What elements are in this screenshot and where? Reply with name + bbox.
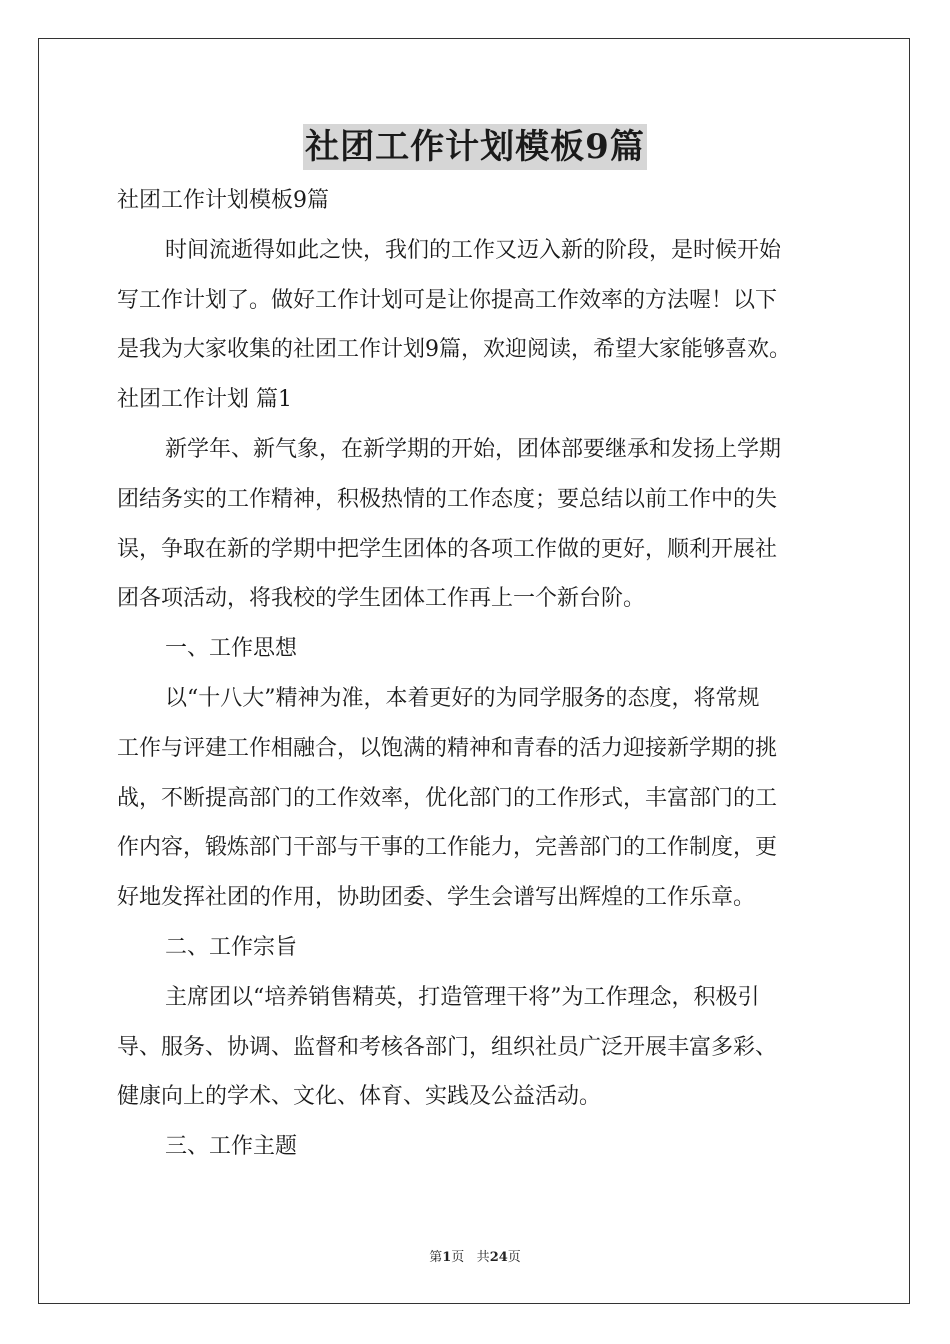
- text-line: 新学年、新气象，在新学期的开始，团体部要继承和发扬上学期: [165, 436, 782, 462]
- text-line: 误，争取在新的学期中把学生团体的各项工作做的更好，顺利开展社: [117, 536, 778, 562]
- text-line: 健康向上的学术、文化、体育、实践及公益活动。: [117, 1084, 602, 1110]
- document-title: 社团工作计划模板9篇: [303, 124, 647, 170]
- text-line: 社团工作计划模板9篇: [117, 188, 329, 213]
- text-line: 三、工作主题: [165, 1134, 298, 1160]
- text-line: 好地发挥社团的作用，协助团委、学生会谱写出辉煌的工作乐章。: [117, 885, 756, 911]
- text-line: 社团工作计划 篇1: [117, 387, 292, 413]
- footer-page-prefix: 第: [429, 1250, 443, 1265]
- text-line: 是我为大家收集的社团工作计划9篇，欢迎阅读，希望大家能够喜欢。: [117, 337, 791, 363]
- document-body: [117, 176, 847, 1172]
- text-line: 一、工作思想: [165, 636, 298, 662]
- footer-total-prefix: 共: [476, 1250, 490, 1265]
- footer-page-unit: 页: [451, 1250, 465, 1265]
- text-line: 以“十八大”精神为准，本着更好的为同学服务的态度，将常规: [165, 685, 760, 711]
- page-footer: [0, 1246, 950, 1265]
- footer-total-pages: 24: [489, 1250, 508, 1265]
- text-line: 作内容，锻炼部门干部与干事的工作能力，完善部门的工作制度，更: [117, 835, 778, 861]
- text-line: 团各项活动，将我校的学生团体工作再上一个新台阶。: [117, 586, 646, 612]
- text-line: 写工作计划了。做好工作计划可是让你提高工作效率的方法喔！以下: [117, 287, 778, 313]
- text-line: 战，不断提高部门的工作效率，优化部门的工作形式，丰富部门的工: [117, 785, 778, 811]
- text-line: 导、服务、协调、监督和考核各部门，组织社员广泛开展丰富多彩、: [117, 1034, 778, 1060]
- text-line: 工作与评建工作相融合，以饱满的精神和青春的活力迎接新学期的挑: [117, 735, 778, 761]
- text-line: 团结务实的工作精神，积极热情的工作态度；要总结以前工作中的失: [117, 486, 778, 512]
- text-line: 二、工作宗旨: [165, 934, 298, 960]
- title-container: [0, 124, 950, 170]
- text-line: 主席团以“培养销售精英，打造管理干将”为工作理念，积极引: [165, 984, 760, 1010]
- footer-total-unit: 页: [507, 1250, 521, 1265]
- footer-page-number: 1: [442, 1250, 452, 1265]
- text-line: 时间流逝得如此之快，我们的工作又迈入新的阶段，是时候开始: [165, 237, 782, 263]
